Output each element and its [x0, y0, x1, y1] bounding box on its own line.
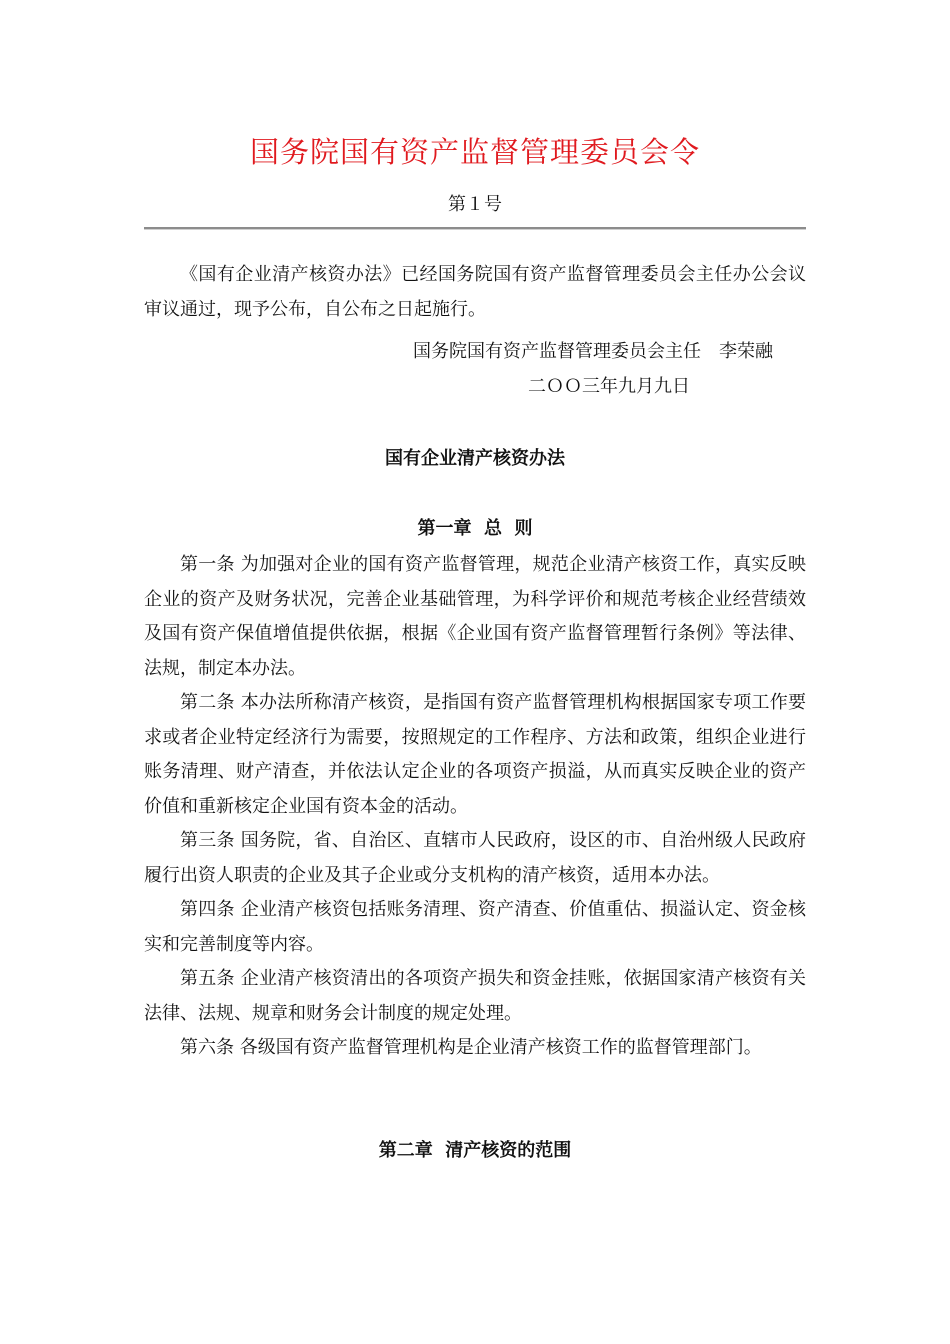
order-number: 第１号: [448, 194, 502, 215]
header-divider: [144, 227, 806, 230]
article-1: 第一条 为加强对企业的国有资产监督管理，规范企业清产核资工作，真实反映企业的资产及财务状况，完善企业基础管理，为科学评价和规范考核企业经营绩效及国有资产保值增值提供依据，根据《企业国有资产监督管理暂行条例》等法律、法规，制定本办法。: [144, 554, 806, 679]
articles-list: [144, 548, 806, 1066]
article-6: 第六条 各级国有资产监督管理机构是企业清产核资工作的监督管理部门。: [180, 1037, 762, 1058]
decree-title: 国务院国有资产监督管理委员会令: [249, 135, 700, 169]
chapter-heading-2: 第二章 清产核资的范围: [378, 1140, 572, 1161]
article-4: 第四条 企业清产核资包括账务清理、资产清查、价值重估、损溢认定、资金核实和完善制度等内容。: [144, 899, 806, 955]
article-5: 第五条 企业清产核资清出的各项资产损失和资金挂账，依据国家清产核资有关法律、法规、规章和财务会计制度的规定处理。: [144, 968, 806, 1024]
preamble-text: 《国有企业清产核资办法》已经国务院国有资产监督管理委员会主任办公会议审议通过，现予公布，自公布之日起施行。: [144, 264, 806, 320]
article-3: 第三条 国务院，省、自治区、直辖市人民政府，设区的市、自治州级人民政府履行出资人职责的企业及其子企业或分支机构的清产核资，适用本办法。: [144, 830, 806, 886]
article-2: 第二条 本办法所称清产核资，是指国有资产监督管理机构根据国家专项工作要求或者企业特定经济行为需要，按照规定的工作程序、方法和政策，组织企业进行账务清理、财产清查，并依法认定企业的各项资产损溢，从而真实反映企业的资产价值和重新核定企业国有资本金的活动。: [144, 692, 806, 817]
document-title: 国有企业清产核资办法: [385, 448, 565, 469]
signer-line: 国务院国有资产监督管理委员会主任 李荣融: [413, 341, 773, 362]
preamble: [144, 258, 806, 327]
chapter-heading-1: 第一章 总 则: [417, 518, 533, 539]
issue-date: 二ＯＯ三年九月九日: [528, 376, 690, 397]
